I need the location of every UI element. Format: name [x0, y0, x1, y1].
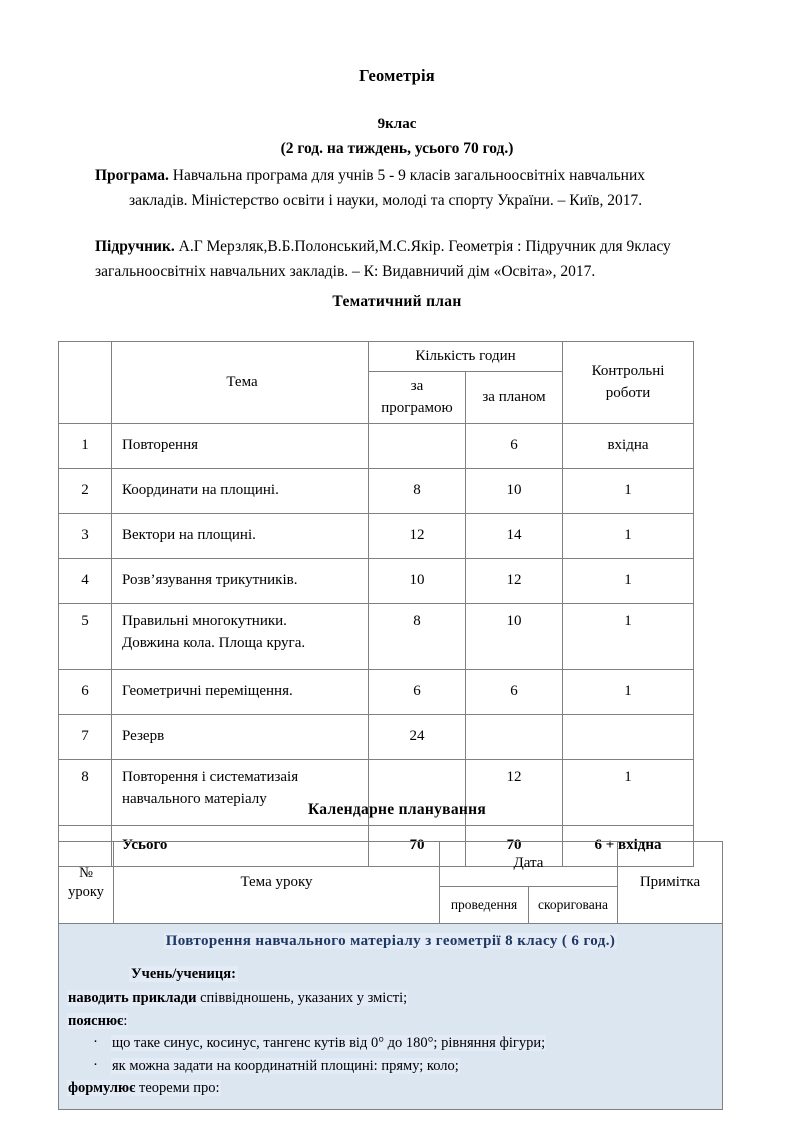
header-lesson-no [59, 842, 114, 924]
row-theme-line2: навчального матеріалу [122, 791, 267, 807]
header-by-plan: за планом [466, 371, 563, 423]
grade-line: 9клас [377, 116, 417, 132]
header-control-works: Контрольні роботи [563, 342, 694, 424]
header-by-program: за програмою [369, 371, 466, 423]
calendar-plan-table [58, 841, 723, 1110]
page-title: Геометрія [359, 66, 435, 85]
row-num: 6 [59, 669, 112, 714]
row-by-program: 8 [369, 468, 466, 513]
section-content-cell [59, 924, 723, 1110]
textbook-text: А.Г Мерзляк,В.Б.Полонський,М.С.Якір. Геометрія : Підручник для 9класу загальноосвітніх навчальних закладів. – К: Видавничий дім «Освіта», 2017. [95, 238, 671, 281]
row-theme-line2: Довжина кола. Площа круга. [122, 635, 306, 651]
row-by-program: 6 [369, 669, 466, 714]
row-control: 1 [563, 468, 694, 513]
header-note: Примітка [618, 842, 723, 924]
row-by-plan: 12 [466, 759, 563, 825]
row-by-program: 8 [369, 603, 466, 669]
total-label: Усього [112, 825, 369, 866]
bullet-text: як можна задати на координатній площині: пряму; коло; [112, 1057, 459, 1074]
header-hours-group: Кількість годин [369, 342, 563, 372]
row-theme: Резерв [112, 714, 369, 759]
program-paragraph [0, 158, 794, 213]
row-control [563, 714, 694, 759]
skill-lead: наводить приклади [68, 989, 201, 1006]
header-lesson-no-line2: уроку [68, 883, 104, 900]
skill-rest: теореми про: [139, 1080, 220, 1097]
row-by-plan: 14 [466, 513, 563, 558]
row-theme: Геометричні переміщення. [112, 669, 369, 714]
row-num: 1 [59, 423, 112, 468]
row-by-plan [466, 714, 563, 759]
calendar-plan-caption: Календарне планування [307, 801, 487, 818]
skill-rest: : [123, 1012, 128, 1029]
row-control: 1 [563, 513, 694, 558]
skill-line [67, 1077, 714, 1100]
row-by-program: 24 [369, 714, 466, 759]
row-by-plan: 6 [466, 669, 563, 714]
total-by-program: 70 [369, 825, 466, 866]
row-num: 3 [59, 513, 112, 558]
header-date-held: проведення [440, 887, 529, 924]
section-heading [67, 930, 714, 955]
program-label: Програма. [95, 167, 169, 184]
skill-line [67, 1010, 714, 1033]
table-header-row [59, 342, 694, 372]
pupil-label [67, 955, 714, 987]
total-control: 6 + вхідна [563, 825, 694, 866]
thematic-plan-caption: Тематичний план [332, 293, 462, 311]
list-item [89, 1032, 714, 1054]
table-row [59, 558, 694, 603]
thematic-plan-table [58, 341, 694, 867]
pupil-label-text: Учень/учениця: [131, 965, 236, 982]
row-theme [112, 603, 369, 669]
row-by-plan: 10 [466, 603, 563, 669]
textbook-label: Підручник. [95, 238, 175, 256]
row-theme-line1: Повторення і систематизаія [122, 768, 299, 785]
header-num [59, 342, 112, 424]
row-theme: Вектори на площині. [112, 513, 369, 558]
header-lesson-topic: Тема уроку [114, 842, 440, 924]
section-heading-text: Повторення навчального матеріалу з геометрії 8 класу ( 6 год.) [165, 933, 616, 949]
header-date-group: Дата [440, 842, 618, 887]
bullet-text: що таке синус, косинус, тангенс кутів від 0° до 180°; рівняння фігури; [112, 1035, 546, 1052]
row-by-program: 12 [369, 513, 466, 558]
table-row [59, 669, 694, 714]
row-theme-line1: Правильні многокутники. [122, 612, 287, 629]
table-section-row [59, 924, 723, 1110]
hours-line: (2 год. на тиждень, усього 70 год.) [280, 140, 514, 157]
row-by-program [369, 423, 466, 468]
row-theme: Координати на площині. [112, 468, 369, 513]
row-control: 1 [563, 669, 694, 714]
textbook-paragraph [0, 213, 794, 284]
header-date-corrected: скоригована [529, 887, 618, 924]
total-by-plan: 70 [466, 825, 563, 866]
row-num: 5 [59, 603, 112, 669]
row-control: 1 [563, 603, 694, 669]
row-by-plan: 10 [466, 468, 563, 513]
row-num: 2 [59, 468, 112, 513]
row-control: 1 [563, 759, 694, 825]
header-theme: Тема [112, 342, 369, 424]
row-control: вхідна [563, 423, 694, 468]
skill-rest: співвідношень, указаних у змісті; [200, 989, 408, 1006]
skill-lead: формулює [68, 1080, 139, 1097]
row-by-plan: 6 [466, 423, 563, 468]
row-theme: Розв’язування трикутників. [112, 558, 369, 603]
row-num: 4 [59, 558, 112, 603]
skill-lead: пояснює [68, 1012, 124, 1029]
table-row [59, 423, 694, 468]
row-by-program: 10 [369, 558, 466, 603]
table-header-row [59, 842, 723, 887]
table-row [59, 603, 694, 669]
row-by-plan: 12 [466, 558, 563, 603]
skill-bullet-list [67, 1032, 714, 1077]
table-row [59, 468, 694, 513]
table-row [59, 714, 694, 759]
row-num: 7 [59, 714, 112, 759]
row-control: 1 [563, 558, 694, 603]
list-item [89, 1055, 714, 1077]
table-row [59, 513, 694, 558]
header-lesson-no-line1: № [79, 865, 93, 882]
skill-line [67, 987, 714, 1010]
row-theme: Повторення [112, 423, 369, 468]
program-text: Навчальна програма для учнів 5 - 9 класів загальноосвітніх навчальних закладів. Міністерство освіти і науки, молоді та спорту України. – Київ, 2017. [129, 167, 646, 210]
row-num: 8 [59, 759, 112, 825]
